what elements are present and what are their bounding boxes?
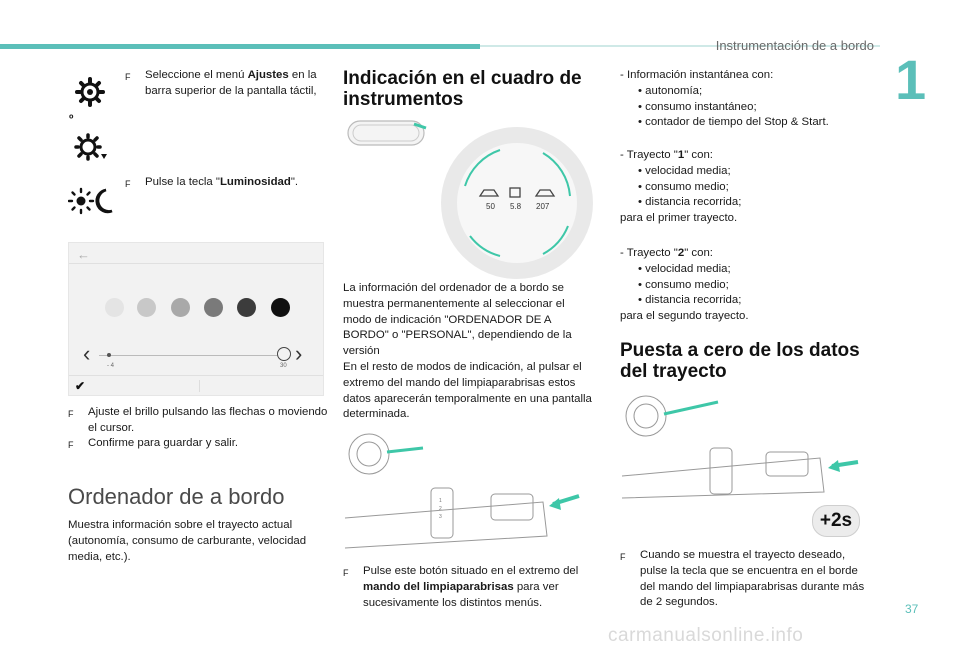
brightness-swatch[interactable]: [137, 298, 156, 317]
section-title-indicacion: Indicación en el cuadro de instrumentos: [343, 68, 582, 110]
list-item: • autonomía;: [620, 84, 880, 100]
step-text: Ajuste el brillo pulsando las flechas o moviendo el cursor.: [88, 406, 328, 434]
hold-2s-badge: +2s: [812, 505, 860, 537]
step-text: Pulse la tecla ": [145, 176, 220, 188]
step-select-settings: [125, 68, 325, 100]
brightness-swatch[interactable]: [271, 298, 290, 317]
step-reset-trip: [620, 548, 870, 611]
paragraph: En el resto de modos de indicación, al pulsar el extremo del mando del limpiaparabrisas estos datos aparecerán temporalmente en una pantalla determinada.: [343, 360, 592, 421]
step-bold-term: mando del limpiaparabrisas: [363, 580, 514, 593]
block-heading: - Trayecto ": [620, 149, 678, 161]
list-item: • contador de tiempo del Stop & Start.: [620, 115, 880, 131]
step-confirm: [68, 436, 328, 454]
gauge-value-speed: 50: [486, 202, 495, 211]
divider: [199, 380, 200, 392]
instrument-gauge: [440, 126, 594, 280]
trip-number: 1: [677, 149, 685, 161]
step-marker: F: [68, 440, 74, 450]
step-press-brightness: [125, 175, 325, 193]
body-text: [343, 281, 595, 423]
step-text-end: ".: [290, 176, 299, 188]
chevron-right-icon[interactable]: ›: [295, 341, 303, 366]
block-heading: - Información instantánea con:: [620, 69, 774, 81]
step-marker: F: [125, 72, 131, 82]
step-marker: F: [68, 409, 74, 419]
gear-dropdown-icon: [74, 132, 108, 162]
chapter-title: Instrumentación de a bordo: [715, 38, 874, 53]
step-bold-term: Ajustes: [247, 69, 289, 81]
block-tail: para el primer trayecto.: [620, 212, 738, 225]
wiper-stalk-illustration: [620, 390, 860, 500]
list-item: • consumo instantáneo;: [620, 100, 880, 116]
step-press-wiper-button: [343, 564, 595, 611]
info-block-trip2: [620, 246, 880, 325]
section-title-ordenador: Ordenador de a bordo: [68, 484, 285, 509]
section-title-reset: Puesta a cero de los datos del trayecto: [620, 340, 860, 382]
brightness-swatch[interactable]: [171, 298, 190, 317]
list-item: • consumo medio;: [620, 278, 880, 294]
gauge-value-range: 207: [536, 202, 550, 211]
brightness-swatch[interactable]: [105, 298, 124, 317]
brightness-slider-thumb[interactable]: [277, 347, 291, 361]
step-text: Cuando se muestra el trayecto deseado, pulse la tecla que se encuentra en el borde del mando del limpiaparabrisas durante más de 2 segundos.: [640, 549, 865, 609]
trip-number: 2: [677, 247, 685, 259]
list-item: • velocidad media;: [620, 164, 880, 180]
step-text-end: en la barra superior de la pantalla táctil,: [145, 69, 317, 97]
divider: [69, 375, 323, 376]
info-block-instant: [620, 68, 880, 131]
brightness-icon: [68, 186, 114, 216]
step-text-end: para ver sucesivamente los distintos menús.: [363, 580, 559, 609]
wiper-stalk-end-icon: [346, 118, 430, 150]
block-heading-end: " con:: [684, 247, 713, 259]
list-item: • distancia recorrida;: [620, 293, 880, 309]
svg-text:2: 2: [439, 506, 442, 512]
chapter-number: 1: [895, 48, 927, 111]
slider-start-dot: [107, 353, 111, 357]
paragraph: La información del ordenador de a bordo se muestra permanentemente al seleccionar el modo de indicación "ORDENADOR DE A BORDO" o "PERSONAL", dependiendo de la versión: [343, 282, 572, 358]
brightness-swatch[interactable]: [237, 298, 256, 317]
chevron-left-icon[interactable]: ‹: [83, 341, 91, 366]
header-accent-bar: [0, 44, 480, 49]
brightness-slider-track[interactable]: [99, 355, 277, 356]
step-marker: F: [620, 552, 626, 562]
gear-icon: [74, 76, 106, 108]
block-tail: para el segundo trayecto.: [620, 310, 749, 323]
svg-text:3: 3: [439, 514, 442, 520]
info-block-trip1: [620, 148, 880, 227]
divider: [69, 263, 323, 264]
step-text: Confirme para guardar y salir.: [88, 437, 239, 449]
menu-marker: º: [69, 112, 74, 126]
slider-max-label: 30: [280, 363, 287, 369]
step-bold-term: Luminosidad: [219, 176, 291, 188]
section-text: Muestra información sobre el trayecto actual (autonomía, consumo de carburante, velocidad media, etc.).: [68, 519, 307, 563]
svg-text:1: 1: [439, 498, 442, 504]
list-item: • distancia recorrida;: [620, 195, 880, 211]
confirm-check-icon[interactable]: ✔: [75, 379, 86, 393]
step-text: Seleccione el menú: [145, 69, 248, 81]
list-item: • velocidad media;: [620, 262, 880, 278]
back-arrow-icon[interactable]: ←: [77, 247, 90, 262]
block-heading: - Trayecto ": [620, 247, 678, 259]
page-number: 37: [905, 602, 919, 616]
brightness-screen: [68, 242, 324, 396]
step-marker: F: [125, 179, 131, 189]
step-text: Pulse este botón situado en el extremo del: [363, 565, 579, 577]
brightness-swatch[interactable]: [204, 298, 223, 317]
watermark: carmanualsonline.info: [608, 625, 804, 646]
wiper-stalk-illustration: [343, 418, 591, 553]
list-item: • consumo medio;: [620, 180, 880, 196]
gauge-value-consumption: 5.8: [510, 202, 522, 211]
slider-min-label: - 4: [107, 363, 115, 369]
step-adjust: [68, 405, 328, 437]
step-marker: F: [343, 568, 349, 578]
block-heading-end: " con:: [684, 149, 713, 161]
